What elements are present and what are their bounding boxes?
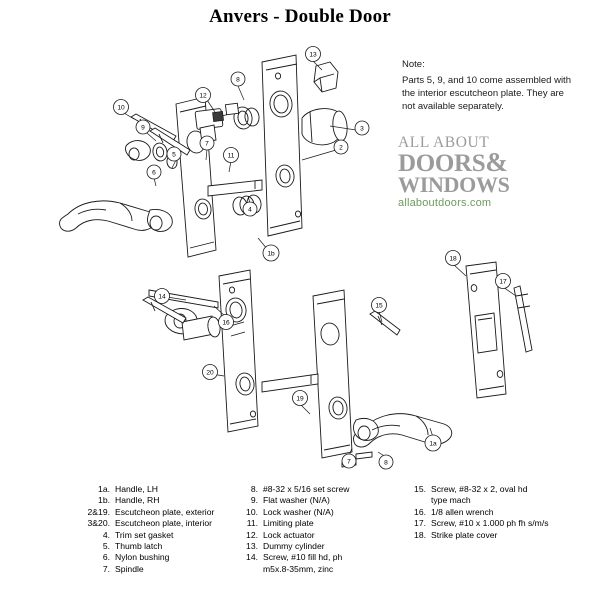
legend-label: Dummy cylinder bbox=[263, 541, 325, 552]
screws-right bbox=[370, 286, 532, 352]
brand-line-3: WINDOWS bbox=[398, 172, 510, 198]
callout-17 bbox=[496, 274, 511, 289]
callout-20 bbox=[203, 365, 218, 380]
svg-text:19: 19 bbox=[296, 395, 304, 403]
legend-item bbox=[62, 507, 222, 518]
parts-legend bbox=[0, 484, 600, 600]
callout-3 bbox=[355, 121, 369, 135]
legend-label: Trim set gasket bbox=[115, 529, 174, 540]
svg-text:1a: 1a bbox=[429, 440, 437, 448]
legend-number: 17. bbox=[414, 518, 426, 529]
callout-8-upper bbox=[231, 72, 245, 86]
brand-url: allaboutdoors.com bbox=[398, 197, 492, 210]
legend-number: 9. bbox=[250, 495, 258, 506]
svg-text:7: 7 bbox=[347, 458, 351, 466]
trim-set-gasket-upper bbox=[232, 106, 262, 216]
legend-number: 3&20. bbox=[87, 518, 110, 529]
legend-item bbox=[404, 484, 594, 495]
callout-7-lower bbox=[342, 454, 356, 468]
legend-number: 10. bbox=[246, 506, 258, 517]
legend-number: 8. bbox=[250, 484, 258, 494]
callout-5 bbox=[167, 147, 181, 161]
callout-10 bbox=[114, 100, 129, 115]
callout-9 bbox=[136, 120, 150, 134]
legend-label: #8-32 x 5/16 set screw bbox=[263, 484, 350, 494]
legend-number: 1a. bbox=[98, 484, 110, 494]
legend-label: Escutcheon plate, exterior bbox=[115, 506, 215, 517]
callout-11 bbox=[224, 148, 239, 163]
legend-item bbox=[228, 484, 400, 495]
legend-column-2 bbox=[228, 484, 400, 575]
legend-label: Flat washer (N/A) bbox=[263, 495, 330, 506]
legend-label: Handle, LH bbox=[115, 484, 158, 494]
legend-number: 4. bbox=[102, 529, 110, 540]
svg-text:10: 10 bbox=[117, 104, 125, 112]
callout-7-upper bbox=[200, 136, 214, 150]
brand-ampersand: & bbox=[485, 147, 508, 178]
callout-13 bbox=[306, 47, 321, 62]
legend-label: Screw, #8-32 x 2, oval hd bbox=[431, 484, 528, 494]
legend-item bbox=[228, 541, 400, 552]
legend-number: 6. bbox=[102, 552, 110, 563]
legend-label: Screw, #10 x 1.000 ph fh s/m/s bbox=[431, 518, 549, 529]
legend-number: 14. bbox=[246, 552, 258, 563]
callout-18 bbox=[446, 251, 461, 266]
legend-item bbox=[62, 484, 222, 495]
legend-item bbox=[228, 518, 400, 529]
legend-item bbox=[228, 530, 400, 541]
svg-text:14: 14 bbox=[158, 293, 166, 301]
legend-item bbox=[62, 518, 222, 529]
legend-item bbox=[62, 541, 222, 552]
legend-item bbox=[62, 495, 222, 506]
escutcheon-plate-exterior-upper bbox=[262, 55, 302, 236]
svg-text:4: 4 bbox=[248, 206, 252, 214]
svg-text:11: 11 bbox=[227, 152, 235, 160]
legend-item bbox=[228, 552, 400, 563]
svg-text:3: 3 bbox=[360, 125, 364, 133]
legend-label: Handle, RH bbox=[115, 495, 160, 506]
legend-item bbox=[404, 507, 594, 518]
legend-number: 5. bbox=[102, 541, 110, 552]
note-body: Parts 5, 9, and 10 come assembled with the interior escutcheon plate. They are not available separately. bbox=[402, 75, 571, 112]
legend-label: Screw, #10 fill hd, ph bbox=[263, 552, 343, 563]
legend-label-continued: type mach bbox=[431, 495, 471, 506]
spindle-upper bbox=[208, 180, 262, 196]
legend-item bbox=[228, 507, 400, 518]
legend-number: 11. bbox=[246, 518, 258, 529]
handle-lever-upper-left bbox=[59, 201, 172, 231]
legend-label: Nylon bushing bbox=[115, 552, 170, 563]
legend-item bbox=[404, 530, 594, 541]
callout-16 bbox=[219, 315, 234, 330]
callout-8-lower bbox=[379, 455, 393, 469]
svg-text:2: 2 bbox=[339, 144, 343, 152]
legend-label: 1/8 allen wrench bbox=[431, 506, 494, 517]
spindle-lower bbox=[262, 374, 318, 392]
legend-label: Lock actuator bbox=[263, 529, 315, 540]
callout-bubbles bbox=[114, 47, 511, 470]
escutcheon-plate-interior-lower bbox=[219, 270, 258, 432]
legend-number: 2&19. bbox=[87, 506, 110, 517]
cylinder-body-upper bbox=[302, 109, 349, 145]
legend-label: Limiting plate bbox=[263, 518, 314, 529]
legend-label: Escutcheon plate, interior bbox=[115, 518, 212, 529]
legend-number: 12. bbox=[246, 529, 258, 540]
legend-number: 18. bbox=[414, 529, 426, 540]
svg-text:7: 7 bbox=[205, 140, 209, 148]
svg-text:1b: 1b bbox=[267, 250, 275, 258]
legend-number: 16. bbox=[414, 506, 426, 517]
legend-label: Strike plate cover bbox=[431, 529, 498, 540]
brand-line-1: ALL ABOUT bbox=[398, 134, 490, 151]
svg-text:17: 17 bbox=[499, 278, 507, 286]
callout-1a bbox=[425, 435, 441, 451]
dummy-cylinder bbox=[314, 62, 338, 92]
legend-item bbox=[62, 552, 222, 563]
svg-text:15: 15 bbox=[375, 302, 383, 310]
legend-column-1 bbox=[62, 484, 222, 575]
legend-number: 13. bbox=[246, 541, 258, 552]
svg-text:20: 20 bbox=[206, 369, 214, 377]
legend-column-3 bbox=[404, 484, 594, 541]
svg-text:13: 13 bbox=[309, 51, 317, 59]
svg-text:6: 6 bbox=[152, 169, 156, 177]
escutcheon-plate-exterior-lower bbox=[313, 290, 352, 458]
legend-item bbox=[404, 518, 594, 529]
legend-number: 1b. bbox=[98, 495, 110, 506]
callout-1b bbox=[263, 245, 279, 261]
svg-text:16: 16 bbox=[222, 319, 230, 327]
callout-12 bbox=[196, 88, 211, 103]
legend-item bbox=[62, 564, 222, 575]
svg-text:18: 18 bbox=[449, 255, 457, 263]
svg-text:8: 8 bbox=[384, 459, 388, 467]
callout-19 bbox=[293, 391, 308, 406]
legend-label: Lock washer (N/A) bbox=[263, 506, 334, 517]
svg-text:8: 8 bbox=[236, 76, 240, 84]
legend-number: 15. bbox=[414, 484, 426, 494]
svg-text:9: 9 bbox=[141, 124, 145, 132]
callout-2 bbox=[334, 140, 348, 154]
svg-text:12: 12 bbox=[199, 92, 207, 100]
callout-15 bbox=[372, 298, 387, 313]
callout-14 bbox=[155, 289, 170, 304]
legend-item bbox=[62, 530, 222, 541]
legend-label: Thumb latch bbox=[115, 541, 163, 552]
legend-label: Spindle bbox=[115, 563, 144, 574]
page-title: Anvers - Double Door bbox=[209, 6, 391, 27]
legend-label-continued: m5x.8-35mm, zinc bbox=[263, 563, 334, 574]
svg-text:5: 5 bbox=[172, 151, 176, 159]
legend-number: 7. bbox=[102, 563, 110, 574]
callout-6 bbox=[147, 165, 161, 179]
brand-doors-text: DOORS bbox=[398, 150, 486, 178]
callout-4 bbox=[243, 202, 257, 216]
legend-item bbox=[228, 495, 400, 506]
note-heading: Note: bbox=[402, 59, 425, 70]
